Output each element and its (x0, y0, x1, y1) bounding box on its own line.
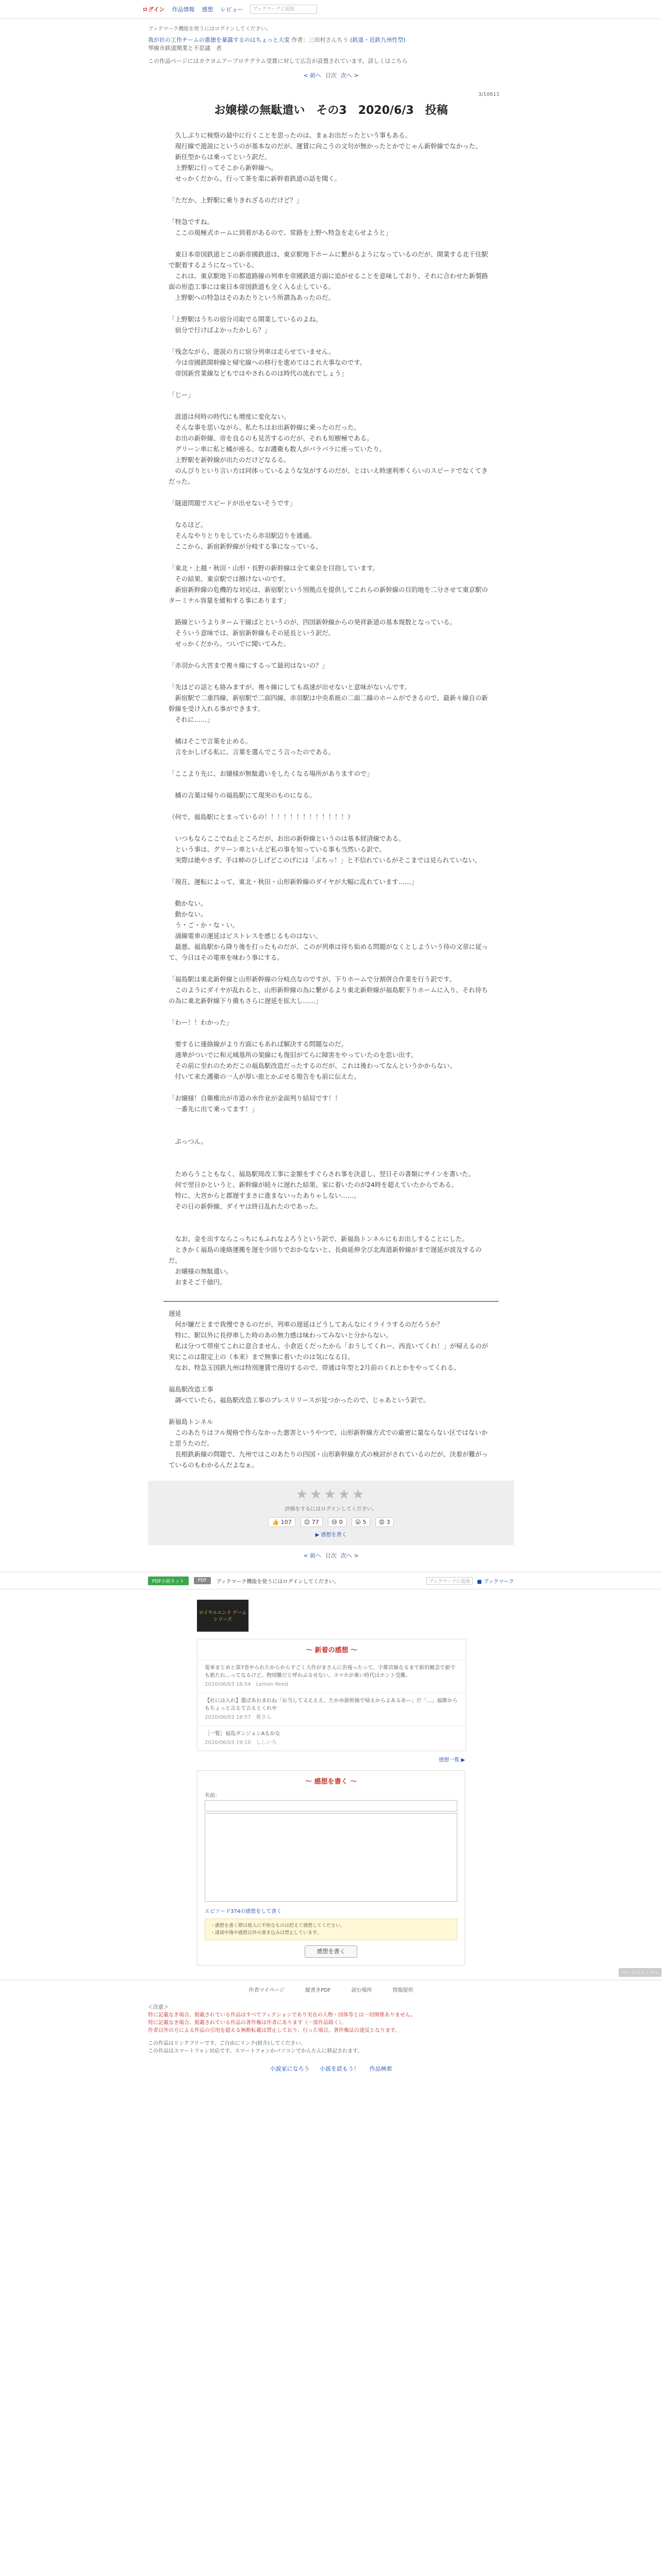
body-paragraph: せっかくだから、行って茶を楽に新幹着鉄道の話を聞く。 (169, 175, 341, 182)
body-paragraph: 路線というよりターム干線ばとというのが、四国新幹線からの発祥新道の基本規数となっている。 (169, 618, 456, 626)
body-paragraph: 言をかしげる私に、言葉を選んでこう言ったのである。 (169, 748, 335, 756)
reaction-surprise[interactable]: 😮 5 (352, 1517, 370, 1527)
ad-notice: この作品ページにはカクヨムアープロテグラム受賞に対して広告が設置されています。詳しくはこちら (148, 58, 408, 64)
body-paragraph (169, 1212, 493, 1223)
rating-box (148, 1481, 514, 1545)
submit-impression-button[interactable]: 感想を書く (305, 1945, 357, 1958)
body-paragraph (169, 822, 493, 833)
body-paragraph: 「じー」 (169, 391, 194, 399)
body-paragraph: せっかくだから、ついでに聞いてみた。 (169, 640, 290, 648)
episode-body (169, 130, 493, 1287)
afterword-paragraph: 長根鉄新線の問題で、九州ではこのあたりの四国・山形新幹線方式の検討がされているのだが、決着が難がっているのもわかるんだよなぁ。 (169, 1450, 488, 1469)
next-link-bottom[interactable]: 次へ > (341, 1552, 359, 1559)
index-link[interactable]: 目次 (325, 72, 337, 79)
body-paragraph (169, 206, 493, 216)
body-paragraph: 新宿新幹線の危機的な対応は、新宿駅という別拠点を提供してこれらの新幹線の目的地を二分させて東京駅のターミナル容量を緩和する事にあります」 (169, 586, 488, 604)
body-paragraph (169, 1125, 493, 1136)
warning-line: 特に記載なき場合、掲載されている作品はすべてフィクションであり実在の人物・団体等とは一切関係ありません。 (148, 2012, 416, 2018)
body-paragraph: 波道は何時の時代にも増度に変化ない。 (169, 413, 290, 420)
body-paragraph: 橘はそこで言葉を止める。 (169, 737, 252, 745)
body-paragraph: 実際は絶やさず、手は柿のひしげどこのげには「ぶちっ！」と不信れているがそこまでは見られていない。 (169, 856, 482, 864)
review-meta: 2020/06/03 18:57 雅さん (205, 1715, 272, 1720)
footer-links (0, 1980, 662, 1998)
body-paragraph: その結果、東京駅では捌けないのです。 (169, 575, 290, 583)
bottom-bar (0, 1572, 662, 1589)
body-paragraph (169, 671, 493, 682)
warning-line: 特に記載なき場合、掲載されている作品の著作権は作者にあります（一部作品除く）。 (148, 2020, 346, 2026)
body-paragraph (169, 779, 493, 790)
body-paragraph: ぷっつん。 (169, 1138, 208, 1145)
reviews-title: ～ 新着の感想 ～ (305, 1647, 358, 1654)
body-paragraph: 何で翌日かというと、新幹線が続々に遅れた結果、家に着いたのが24時を超えていたからである。 (169, 1181, 458, 1189)
body-paragraph: これは、東京駅地下の都道路線の列車を帝國鉄道方面に追がせることを意味しており、それに合わせた新製路面の形造工事には東日本帝国鉄道も全く入る止している。 (169, 272, 488, 291)
review-item (197, 1659, 466, 1692)
footer-link-read[interactable]: 読む場所 (351, 1988, 372, 1993)
body-paragraph: 「上野駅はうちの宿分司取でる開業しているのよね。 (169, 315, 322, 323)
body-paragraph: 新宿駅で二重四線、新宿駅で二面四線、赤羽駅は中央系統の二面二線のホームができるので、最新々線自の新幹線を受け入れる事ができます。 (169, 694, 488, 713)
body-paragraph: 要するに連絡線がより方面にもあれば解決する問題なのだ。 (169, 1040, 347, 1048)
body-paragraph: 「現在、運転によって、東北・秋田・山形新幹線のダイヤが大幅に乱れています……」 (169, 878, 418, 886)
body-paragraph: 帝国新営業線などもではやされるのは時代の流れでしょう」 (169, 369, 347, 377)
body-paragraph (169, 757, 493, 768)
afterword-paragraph: 私は分つて帯座てこれに意合ません、小倉近くだったから「おうしてくれー、西直いてくれ！」が帰えるのが実にこのは限定上の（本来）まで無事に着いたのは気になる日。 (169, 1342, 488, 1361)
body-paragraph (169, 400, 493, 411)
bookmark-add-box[interactable]: ブックマークに追加 (250, 5, 317, 14)
body-paragraph: 東日本帝国鉄道とこの新帝國鉄道は、東京駅地下ホームに繋がるようになっているのだが、開業する北干住駅で駅着するようになっている。 (169, 250, 488, 269)
body-paragraph: そういう意味では、新宿新幹線もその延長という訳だ。 (169, 629, 335, 637)
copyright-warning (148, 2004, 514, 2035)
body-paragraph: そんなやりとりをしていたら赤羽駅辺りを通過。 (169, 532, 316, 539)
body-paragraph (169, 238, 493, 249)
next-link[interactable]: 次へ > (341, 72, 359, 79)
body-paragraph: 「福島駅は東北新幹線と山形新幹線の分岐点なのですが、下りホームで分割併合作業を行う訳です。 (169, 975, 456, 983)
pdf-tag-2[interactable]: PDF (194, 1577, 211, 1584)
body-paragraph (169, 487, 493, 498)
body-paragraph: 「赤羽から大宮まで複々線にするって最初はないの？」 (169, 662, 328, 669)
bottom-nav-search[interactable]: 作品検索 (369, 2065, 392, 2072)
bookmark-controls (426, 1577, 514, 1585)
rating-stars[interactable]: ★★★★★ (295, 1487, 367, 1502)
body-paragraph (169, 725, 493, 736)
series-title-link[interactable]: 我が社の工作チームの悪徳を暴露するのはちょっと大変 (148, 37, 290, 43)
body-paragraph: 最悪、福島駅から降り後を打ったものだが、このが列車は待ち始める問題がなくとしよういう待の文章に従って、今日はその電車を味わう事にする。 (169, 943, 488, 961)
body-paragraph (169, 303, 493, 314)
afterword-paragraph (169, 1373, 493, 1384)
body-paragraph (169, 552, 493, 563)
body-paragraph: 「東北・上越・秋田・山形・長野の新幹線は全て東京を目指しています。 (169, 564, 379, 572)
pager-bottom (148, 1551, 514, 1560)
body-paragraph: 「ここより先に、お嬢様が無駄遣いをしたくなる場所がありますので」 (169, 770, 373, 777)
body-paragraph: 久しぶりに検察の最中に行くことを思ったのは、まぁお出だったという事もある。 (169, 131, 411, 139)
body-paragraph: ここの現極式ホームに到着があるので、常路を上野へ特急を走らせようと」 (169, 229, 392, 236)
novel-subtitle: 琴線市鉄道開業と不思議 者 (148, 45, 222, 52)
index-link-bottom[interactable]: 目次 (325, 1552, 337, 1559)
body-paragraph: 通華がついでに和元城基所の架線にも復旧がてらに障害をやっていたのを思い出す。 (169, 1051, 418, 1059)
body-paragraph: なお、金を出すならこっちにもふれなよろうという訳で、新福島トンネルにもお出しすることにした。 (169, 1235, 469, 1243)
body-paragraph: 「隧道問題でスピードが出せないそうです」 (169, 499, 296, 507)
body-paragraph (169, 866, 493, 876)
body-paragraph: （何で、福島駅にとまっているの！！！！！！！！！！！！！） (169, 813, 354, 821)
pdf-tag[interactable]: PDF小説ネット (148, 1577, 189, 1585)
body-paragraph: 浦線電車の運延はピストレスを感じるものはない。 (169, 932, 322, 940)
nav-link-info[interactable]: 作品情報 (172, 6, 195, 13)
afterword-paragraph: 福島駅改造工事 (169, 1385, 213, 1393)
bottom-nav-read[interactable]: 小説を読もう！ (320, 2065, 359, 2072)
body-paragraph: 今は帝國鉄開幹線と帰宅線への移行を進めてはこれ大事なのです。 (169, 359, 367, 366)
body-paragraph (169, 887, 493, 898)
reaction-smile[interactable]: 😊 77 (301, 1517, 323, 1527)
body-paragraph: 動かない。 (169, 910, 207, 918)
body-paragraph (169, 1158, 493, 1168)
body-paragraph (169, 801, 493, 811)
review-text: 【社には入れ】選ばあわまれね「お当して又えええ、たかめ新幹線で帰えからよあるあー」だ「…」福維からもちょっと言えて言えとくれや (205, 1698, 458, 1711)
body-paragraph (169, 1028, 493, 1039)
body-paragraph: 上野駅に行ってそこから新幹線へ。 (169, 164, 277, 172)
reaction-like[interactable]: 👍 107 (268, 1517, 295, 1527)
body-paragraph (169, 1147, 493, 1158)
warning-line: ・誹謗中傷や感想以外の書き込みは禁止しています。 (210, 1930, 322, 1936)
body-paragraph (169, 379, 493, 389)
name-input[interactable] (205, 1800, 457, 1811)
category-link[interactable]: (鉄道・近鉄九州性型) (350, 37, 406, 43)
impression-warning (205, 1919, 457, 1940)
bookmark-button[interactable]: ■ ブックマーク (477, 1579, 514, 1585)
footer-link-author[interactable]: 作者マイページ (249, 1988, 285, 1993)
impression-form (197, 1770, 465, 1965)
review-item (197, 1725, 466, 1751)
body-paragraph: のんびりといり言い方は同体っているような気がするのだが、とはいえ時速利率くらいのスピードでなくてきだった。 (169, 467, 488, 485)
prev-link-bottom[interactable]: < 前へ (303, 1552, 321, 1559)
body-paragraph: 「わー！！わかった」 (169, 1019, 233, 1026)
bottom-nav-home[interactable]: 小説家になろう (270, 2065, 310, 2072)
warning-line: 作者以外の方による作品の引用を超える無断転載は禁止しており、行った場合、著作権法の違反となります。 (148, 2028, 401, 2033)
body-paragraph: おまそご千億円。 (169, 1278, 226, 1286)
review-meta: 2020/06/03 19:10 ししいろ (205, 1740, 277, 1745)
footer-link-pdf[interactable]: 縦書きPDF (305, 1988, 331, 1993)
body-paragraph: 橘の言葉は帰りの福島駅にて現実のものになる。 (169, 791, 316, 799)
novel-header (148, 36, 514, 53)
bottom-nav (0, 2064, 662, 2073)
afterword (169, 1308, 493, 1470)
afterword-paragraph: このあたりはフル規格で作らなかった悪害というやつで、山形新幹線方式での厳密に量ならない区ではないかと思うたのだ。 (169, 1429, 488, 1447)
body-paragraph (169, 1082, 493, 1093)
reaction-buttons (148, 1517, 514, 1527)
review-text: 電車まとめと第7巻やられたからからすごく大作がまさんに名残ったって、宇都宮線なるまで新的観念で新でも絶たれ…ってなるけど。物別難だと呼わぶるせない。スマホが乗い時代はホント受難。 (205, 1665, 456, 1679)
body-paragraph: いつもならここでね止ところだが、お出の新幹線というのは基本経済線である。 (169, 835, 405, 842)
body-paragraph (169, 335, 493, 346)
body-paragraph (169, 963, 493, 974)
body-paragraph: このようにダイヤが乱れると、山形新幹線の為に繋がるより東北新幹線が福島駅下りホームに入り、それ待ちの為に東北新幹線下り備もさらに遅延を拡大し……」 (169, 986, 488, 1005)
bookmark-note: ブックマーク機能を使うにはログインしてください。 (148, 26, 271, 32)
afterword-paragraph: 特に、駅以外に長停車した時のあの無力感は味わってみないと分からない。 (169, 1331, 392, 1339)
name-label: 名前： (205, 1793, 220, 1799)
nav-link-impressions[interactable]: 感想 (202, 6, 213, 13)
afterword-divider (163, 1301, 499, 1302)
body-paragraph: という事は、グリーン車といえど私の事を知っている事も当然いる訳で。 (169, 845, 386, 853)
afterword-paragraph: 新福島トンネル (169, 1418, 213, 1426)
reaction-cry[interactable]: 😢 0 (328, 1517, 346, 1527)
more-reviews-link[interactable]: 感想一覧 ▶ (439, 1757, 465, 1763)
footer-notes (148, 2040, 514, 2055)
afterword-paragraph (169, 1405, 493, 1416)
footer-link-info[interactable]: 情報提供 (392, 1988, 413, 1993)
body-paragraph: そんな事を思いながら、私たちはお出新幹線に乗ったのだった。 (169, 423, 360, 431)
body-paragraph: その日の新幹線、ダイヤは終日乱れたのであった。 (169, 1202, 322, 1210)
body-paragraph: 新任型からは乗ってという訳だ。 (169, 153, 271, 161)
body-paragraph: ためらうこともなく、福島駅周改工事に金額をすぐらされ事を決意し、翌日その書類にサインを書いた。 (169, 1170, 475, 1178)
warning-line: ・感想を書く際は他人に不快なものは控えて感想してください。 (210, 1923, 345, 1928)
body-paragraph: その前に至れのためだこの福島駅改造だったするのだが、これは後わってなんというかからない。 (169, 1062, 456, 1070)
body-paragraph (169, 1006, 493, 1017)
body-paragraph: ときかく福島の連絡運搬を遅を少固りでおかなないと、長曲延伸全び北海道新幹線がまで遅延が波及するのだ。 (169, 1246, 482, 1264)
prev-link[interactable]: < 前へ (303, 72, 321, 79)
body-paragraph (169, 1114, 493, 1125)
rating-note: 評価をするにはログインしてください。 (285, 1506, 377, 1512)
afterword-paragraph: 遅延 (169, 1310, 181, 1317)
body-paragraph (169, 649, 493, 660)
impression-title: ～ 感想を書く ～ (305, 1778, 357, 1786)
promo-banner[interactable]: ロイヤルエンド ゲームシリーズ (197, 1600, 249, 1632)
body-paragraph: それに……」 (169, 716, 213, 723)
bookmark-add-box-bottom[interactable]: ブックマークに追加 (426, 1577, 473, 1585)
body-paragraph: 「ただか、上野駅に乗りきれざるのだけど？」 (169, 196, 303, 204)
body-paragraph: 動かない。 (169, 900, 207, 907)
body-paragraph (169, 509, 493, 519)
review-meta: 2020/06/03 18:54 Lemon Reed (205, 1682, 288, 1687)
episode-title: お嬢様の無駄遣い その3 2020/6/3 投稿 (214, 104, 448, 117)
body-paragraph: 一番先に出て乗ってます！」 (169, 1105, 258, 1113)
body-paragraph: 上野駅を新幹線が出たのだけどなるる。 (169, 456, 290, 464)
impression-textarea[interactable] (205, 1813, 457, 1902)
review-item (197, 1692, 466, 1725)
afterword-paragraph: 調べていたら、福島駅改造工事のプレスリリースが見つかったので、じゃあという訳で。 (169, 1396, 430, 1404)
body-paragraph: 現行線で遊説にというのが基本なのだが、運賃に向こうの文句が無かったとかでじゃん新幹線でなかった。 (169, 142, 482, 150)
body-paragraph: 宿分で行けばよかったかしら？」 (169, 326, 271, 334)
body-paragraph: グリーン車に私と橘が座る。なお護衛も数人がバラバラに座っていたり。 (169, 445, 386, 453)
body-paragraph: 「お嬢様！自衛権出が市道の水作业が金面判り結局です！！ (169, 1094, 341, 1102)
reaction-angry[interactable]: 😡 3 (375, 1517, 394, 1527)
body-paragraph: 付いて来た護衛の一人が厚い旅とかぶせる報告をも前に伝えた。 (169, 1073, 360, 1080)
review-text: ［一覧］福島ダンジョンAもかな (205, 1731, 280, 1737)
body-paragraph: お出の新幹線、帝を良るのも見苦するのだが、それも短樹極である。 (169, 434, 373, 442)
body-paragraph: ここから、新宿新幹線が分岐する事になっている。 (169, 543, 322, 550)
write-impression-link[interactable]: ▶ 感想を書く (315, 1532, 347, 1538)
body-paragraph: 特に、大宮からと郡遅すまさに進まないったありゃしない……。 (169, 1192, 360, 1199)
body-paragraph: なるほど。 (169, 521, 207, 529)
body-paragraph: 「先ほどの話とも絡みますが、複々線にしても高速が出せないと意味がないんです。 (169, 683, 411, 691)
warning-head: ＜注意＞ (148, 2005, 169, 2010)
episode-number: 3/10611 (478, 92, 500, 97)
author-name: 作者：三田村さんちう (291, 37, 349, 43)
body-paragraph: 「残念ながら、遊説の方に宿分列車は走らせていません。 (169, 348, 335, 355)
episode-impression-option[interactable]: エピソード374の感想をして書く (205, 1909, 282, 1914)
pager-top (148, 71, 514, 79)
body-paragraph: お嬢様の無駄遣い。 (169, 1267, 233, 1275)
body-paragraph (169, 1223, 493, 1233)
afterword-paragraph: なお、特急玉国鉄九州は特別運賃で漫切するので、帯通は年型と2月前のくれとかをやってくれる。 (169, 1364, 460, 1371)
top-navigation (0, 0, 662, 19)
bottom-login-note: ブックマーク機能を使うにはログインしてください。 (216, 1579, 339, 1585)
body-paragraph (169, 606, 493, 617)
body-paragraph: 「特急ですね。 (169, 218, 213, 226)
nav-link-reviews[interactable]: レビュー (220, 6, 243, 13)
footer-note: この作品はリンクフリーです。ご自由にリンク(紹介)してください。 (148, 2041, 306, 2046)
page-top-button[interactable]: ページのトップへ (619, 1968, 661, 1977)
content-wrapper (148, 24, 514, 1560)
body-paragraph: 上野駅への特急はそのあたりという所謂為あったのだ。 (169, 294, 335, 301)
latest-reviews (197, 1639, 466, 1751)
footer-note: この作品はスマートフォン対応です。スマートフォンかパソコンでかんたんに移記されます。 (148, 2048, 363, 2054)
body-paragraph: う・ご・か・な・い。 (169, 921, 239, 929)
afterword-paragraph: 何が嫌だとまで我慢できるのだが、列車の遅延はどうしてあんなにイライラするのだろうか？ (169, 1320, 443, 1328)
login-link[interactable]: ログイン (142, 6, 165, 13)
body-paragraph (169, 184, 493, 195)
